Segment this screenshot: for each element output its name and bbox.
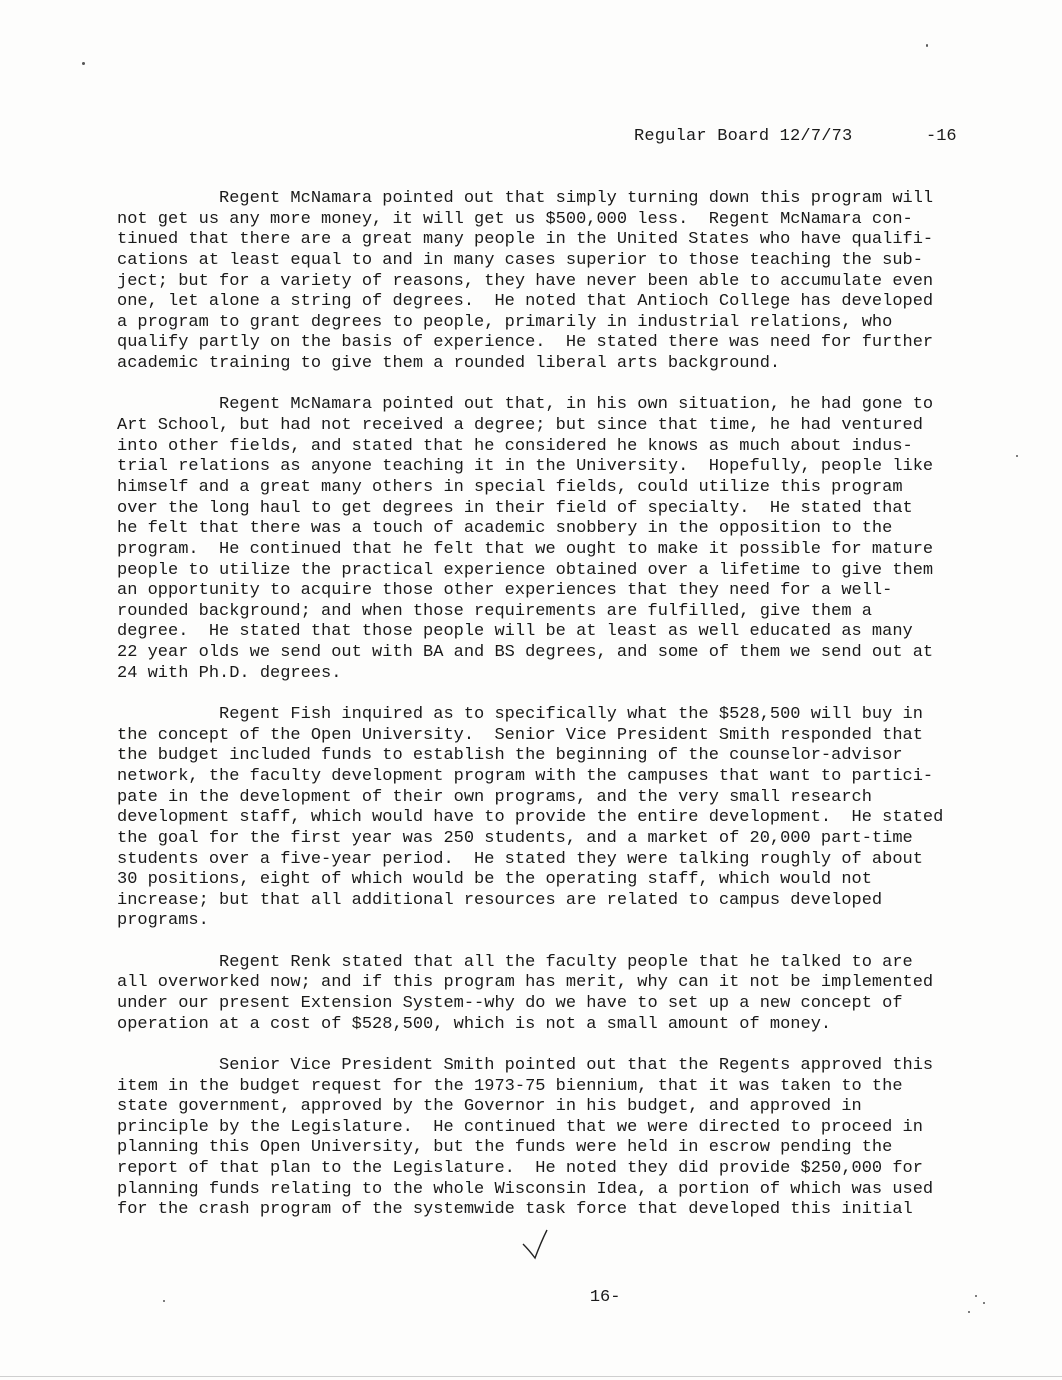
paragraph-line: development staff, which would have to provide the entire development. He stated	[117, 808, 944, 828]
paragraph-line: tinued that there are a great many people in the United States who have qualifi-	[117, 230, 934, 250]
paragraph-line: planning funds relating to the whole Wisconsin Idea, a portion of which was used	[117, 1179, 934, 1199]
scan-speck	[968, 1311, 970, 1313]
paragraph-line: he felt that there was a touch of academic snobbery in the opposition to the	[117, 519, 893, 539]
paragraph-line: 22 year olds we send out with BA and BS degrees, and some of them we send out at	[117, 643, 934, 663]
paragraph-line: people to utilize the practical experience obtained over a lifetime to give them	[117, 560, 934, 580]
paragraph-line: planning this Open University, but the funds were held in escrow pending the	[117, 1138, 893, 1158]
paragraph-line: programs.	[117, 911, 209, 931]
paragraph	[117, 395, 967, 684]
paragraph-line: network, the faculty development program with the campuses that want to partici-	[117, 766, 934, 786]
page-header-number: -16	[926, 127, 957, 146]
scan-speck	[983, 1302, 985, 1304]
paragraph-line: students over a five-year period. He stated they were talking roughly of about	[117, 849, 923, 869]
scan-speck	[82, 62, 85, 65]
paragraph-line: qualify partly on the basis of experience. He stated there was need for further	[117, 333, 934, 353]
paragraph-line: principle by the Legislature. He continued that we were directed to proceed in	[117, 1117, 923, 1137]
paragraph	[117, 705, 967, 932]
paragraph-line: all overworked now; and if this program has merit, why can it not be implemented	[117, 973, 934, 993]
scan-speck	[1016, 455, 1018, 457]
paragraph-line: not get us any more money, it will get us $500,000 less. Regent McNamara con-	[117, 209, 913, 229]
page-header-title: Regular Board 12/7/73	[634, 127, 853, 146]
paragraph-line: over the long haul to get degrees in their field of specialty. He stated that	[117, 498, 913, 518]
page-footer-marker	[535, 1250, 621, 1326]
paragraph-line: the budget included funds to establish the beginning of the counselor-advisor	[117, 746, 903, 766]
scan-speck	[926, 44, 928, 47]
paragraph-line: for the crash program of the systemwide task force that developed this initial	[117, 1200, 913, 1220]
paragraph-line: Regent Fish inquired as to specifically what the $528,500 will buy in	[117, 705, 923, 725]
paragraph-line: program. He continued that he felt that we ought to make it possible for mature	[117, 539, 934, 559]
paragraph	[117, 953, 967, 1036]
paragraph-line: Regent McNamara pointed out that simply turning down this program will	[117, 189, 934, 208]
paragraph-line: state government, approved by the Governor in his budget, and approved in	[117, 1097, 862, 1117]
scan-speck	[163, 1300, 165, 1302]
paragraph-line: increase; but that all additional resources are related to campus developed	[117, 890, 883, 910]
paragraph-line: report of that plan to the Legislature. He noted they did provide $250,000 for	[117, 1159, 923, 1179]
paragraph-line: cations at least equal to and in many cases superior to those teaching the sub-	[117, 250, 923, 270]
paragraph-line: 24 with Ph.D. degrees.	[117, 663, 342, 683]
paragraph-line: Regent McNamara pointed out that, in his own situation, he had gone to	[117, 395, 934, 415]
paragraph-line: one, let alone a string of degrees. He noted that Antioch College has developed	[117, 292, 934, 312]
handwritten-check-mark	[521, 1228, 581, 1268]
paragraph-line: under our present Extension System--why do we have to set up a new concept of	[117, 993, 903, 1013]
paragraph-line: an opportunity to acquire those other experiences that they need for a well-	[117, 581, 893, 601]
paragraph-line: himself and a great many others in special fields, could utilize this program	[117, 477, 903, 497]
paragraph-line: operation at a cost of $528,500, which is not a small amount of money.	[117, 1014, 832, 1034]
paragraph-line: pate in the development of their own programs, and the very small research	[117, 787, 872, 807]
paragraph-line: degree. He stated that those people will be at least as well educated as many	[117, 622, 913, 642]
scan-edge-line	[0, 1376, 1062, 1377]
paragraph-line: item in the budget request for the 1973-75 biennium, that it was taken to the	[117, 1076, 903, 1096]
paragraph-line: Art School, but had not received a degree; but since that time, he had ventured	[117, 416, 923, 436]
paragraph-line: rounded background; and when those requirements are fulfilled, give them a	[117, 601, 872, 621]
paragraph-line: a program to grant degrees to people, primarily in industrial relations, who	[117, 312, 893, 332]
paragraph	[117, 1056, 967, 1221]
paragraph-line: into other fields, and stated that he considered he knows as much about indus-	[117, 436, 913, 456]
paragraph-line: academic training to give them a rounded liberal arts background.	[117, 354, 781, 374]
paragraph-line: Senior Vice President Smith pointed out that the Regents approved this	[117, 1055, 934, 1075]
paragraph-line: trial relations as anyone teaching it in the University. Hopefully, people like	[117, 457, 934, 477]
paragraph-line: the concept of the Open University. Senior Vice President Smith responded that	[117, 725, 923, 745]
footer-page-number: 16-	[589, 1288, 621, 1307]
paragraph	[117, 189, 967, 375]
scan-speck	[975, 1295, 977, 1297]
document-body	[117, 189, 967, 1242]
paragraph-line: 30 positions, eight of which would be the operating staff, which would not	[117, 870, 872, 890]
paragraph-line: ject; but for a variety of reasons, they have never been able to accumulate even	[117, 271, 934, 291]
paragraph-line: the goal for the first year was 250 students, and a market of 20,000 part-time	[117, 828, 913, 848]
paragraph-line: Regent Renk stated that all the faculty people that he talked to are	[117, 952, 913, 972]
